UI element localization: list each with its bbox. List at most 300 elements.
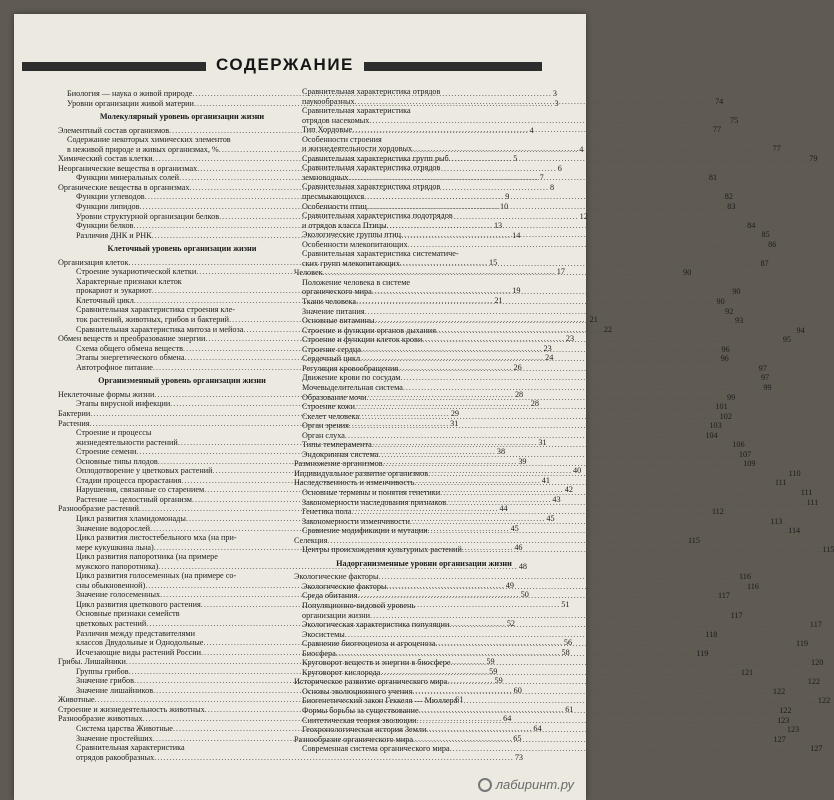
dot-leader (235, 305, 305, 315)
page-number: 97 (761, 373, 770, 383)
page-number: 60 (513, 685, 522, 695)
dot-leader (408, 240, 768, 250)
toc-entry (302, 667, 754, 678)
entry-title: Организация клеток (58, 257, 129, 267)
entry-title: Основные типы плодов (76, 456, 158, 466)
toc-entry (302, 135, 546, 145)
toc-entry (302, 258, 769, 269)
page-number: 65 (513, 733, 522, 743)
entry-title: Человек (294, 268, 323, 278)
toc-entry (302, 182, 546, 192)
page-number (545, 87, 546, 97)
dot-leader (459, 249, 545, 259)
entry-title: Скелет человека (302, 411, 360, 421)
toc-entry (58, 571, 306, 581)
entry-title: Центры происхождения культурных растений (302, 545, 462, 555)
toc-entry (294, 734, 786, 745)
page-number: 46 (514, 542, 523, 552)
toc-entry (58, 428, 306, 438)
entry-title: Положение человека в системе (302, 277, 411, 287)
toc-entry (302, 658, 824, 668)
entry-title: Популяционно-видовой уровень (302, 600, 416, 610)
page-number: 28 (530, 399, 539, 409)
watermark (478, 777, 574, 792)
entry-title: Бактерии (58, 408, 91, 418)
dot-leader (370, 611, 730, 621)
entry-title: Сравнительная характеристика строения кле- (76, 305, 235, 315)
dot-leader (400, 373, 760, 383)
page-number (545, 601, 546, 611)
entry-title: Значение водорослей (76, 523, 151, 533)
page-number: 83 (727, 201, 736, 211)
dot-leader (180, 609, 305, 619)
entry-title: Основы эволюционного учения (302, 686, 413, 696)
section-title: Молекулярный уровень организации жизни (99, 112, 265, 122)
entry-title: Значение простейших (76, 733, 153, 743)
entry-title: Особенности млекопитающих (302, 239, 408, 249)
dot-leader (323, 268, 683, 278)
toc-section-heading (58, 376, 306, 386)
toc-entry (302, 620, 822, 630)
dot-leader (457, 696, 817, 706)
entry-title: отрядов насекомых (302, 115, 370, 125)
entry-title: Функции белков (76, 221, 134, 231)
page-number: 29 (450, 408, 459, 418)
entry-title: Сравнительная характеристика отрядов (302, 163, 441, 173)
page-number: 19 (512, 286, 521, 296)
entry-title: Химический состав клетки (58, 154, 153, 164)
entry-title: Функции липидов (76, 202, 140, 212)
dot-leader (351, 507, 711, 517)
entry-title: Экосистемы (302, 629, 345, 639)
page-number: 59 (489, 666, 498, 676)
dot-leader (195, 629, 305, 639)
toc-entry (302, 163, 546, 173)
page-number: 61 (565, 704, 574, 714)
dot-leader (372, 437, 732, 450)
page-number: 5 (513, 154, 518, 164)
entry-title: Образование мочи (302, 392, 367, 402)
entry-title: жизнедеятельности растений (76, 437, 178, 447)
dot-leader (348, 173, 708, 183)
entry-title: мере кукушкина льна) (76, 542, 154, 552)
page-number: 22 (603, 324, 613, 334)
page-number: 39 (518, 456, 527, 466)
page-number: 119 (696, 648, 709, 658)
book-page (14, 14, 834, 800)
toc-entry (302, 430, 718, 441)
entry-title: Уровни структурной организации белков (76, 211, 220, 221)
page-number: 90 (716, 297, 725, 307)
entry-title: классов Двудольные и Однодольные (76, 638, 204, 648)
toc-entry (302, 392, 736, 403)
entry-title: Закономерности наследования признаков (302, 497, 447, 507)
page-number: 3 (554, 98, 559, 108)
page-number: 82 (724, 192, 733, 202)
entry-title: Индивидуальное развитие организмов (294, 468, 429, 478)
toc-entry (58, 533, 306, 543)
entry-title: Экологические факторы (302, 581, 387, 591)
entry-title: Цикл развития цветкового растения (76, 599, 201, 609)
dot-leader (365, 307, 725, 317)
entry-title: Особенности птиц (302, 201, 367, 211)
entry-title: Регуляция кровообращения (302, 363, 399, 373)
toc-entry (294, 456, 756, 469)
page-number: 123 (786, 725, 800, 735)
toc-entry (302, 542, 834, 555)
toc-entry (302, 125, 722, 135)
page-number: 52 (506, 618, 516, 628)
entry-title: Уровни организации живой материи (67, 98, 194, 108)
toc-entry (302, 686, 786, 697)
toc-entry (58, 305, 306, 315)
page-number: 75 (729, 115, 739, 125)
entry-title: Схема общего обмена веществ (76, 343, 184, 353)
page-number: 111 (800, 487, 813, 497)
page-number: 23 (543, 343, 552, 353)
page-number: 10 (500, 202, 509, 212)
dot-leader (426, 725, 786, 735)
page-number: 84 (747, 220, 756, 230)
page-number: 45 (546, 513, 555, 523)
page-number: 4 (529, 125, 534, 135)
page-number: 117 (730, 610, 743, 620)
watermark-text: лабиринт.ру (495, 777, 574, 792)
entry-title: Значение грибов (76, 676, 134, 686)
dot-leader (447, 677, 807, 687)
entry-title: сны обыкновенной) (76, 580, 146, 590)
page-number: 12 (579, 211, 588, 221)
page-number: 81 (708, 172, 718, 182)
page-number: 110 (788, 468, 801, 478)
entry-title: Неклеточные формы жизни (58, 389, 155, 399)
page-number: 58 (561, 647, 570, 657)
entry-title: Грибы. Лишайники (58, 657, 126, 667)
dot-leader (327, 536, 687, 546)
page-number: 114 (788, 526, 801, 536)
page-number (545, 135, 546, 145)
dot-leader (380, 668, 740, 678)
entry-title: Разнообразие растений (58, 504, 139, 514)
entry-title: Неорганические вещества в организмах (58, 163, 198, 173)
dot-leader (218, 552, 305, 562)
dot-leader (440, 182, 545, 192)
page-number: 43 (552, 494, 561, 504)
page-number: 93 (735, 316, 744, 326)
entry-title: Значение лишайников (76, 685, 154, 695)
page-number: 3 (552, 89, 558, 98)
entry-title: Орган зрения (302, 421, 349, 431)
page-number: 45 (510, 523, 519, 533)
toc-entry (302, 715, 790, 726)
page-number: 101 (715, 402, 728, 412)
entry-title: Оплодотворение у цветковых растений (76, 466, 213, 476)
toc-section-heading (58, 244, 306, 254)
dot-leader (355, 97, 715, 107)
entry-title: Наследственность и изменчивость (294, 478, 415, 488)
entry-title: Исчезающие виды растений России (76, 647, 201, 657)
entry-title: Экологическая характеристика популяции (302, 620, 450, 630)
dot-leader (151, 428, 305, 438)
page-number: 111 (806, 497, 819, 507)
toc-entry (58, 752, 523, 763)
toc-section-heading (302, 559, 546, 569)
page-number: 115 (822, 545, 834, 555)
page-number: 8 (550, 182, 555, 192)
page-number: 73 (514, 752, 523, 762)
page-number: 9 (505, 192, 510, 202)
page-number: 120 (811, 658, 824, 668)
page-number: 90 (683, 268, 692, 278)
dot-leader (367, 202, 727, 212)
entry-title: Характерные признаки клеток (76, 276, 182, 286)
dot-leader (436, 326, 796, 336)
entry-title: Растения (58, 418, 90, 428)
entry-title: Биогенетический закон Геккеля — Мюллера (302, 696, 458, 706)
page-number (545, 249, 546, 259)
entry-title: цветковых растений (76, 618, 147, 628)
entry-title: Нарушения, связанные со старением (76, 485, 205, 495)
entry-title: организации жизни (302, 610, 371, 620)
page-number (545, 278, 546, 288)
dot-leader (453, 211, 545, 221)
page-number: 116 (747, 581, 759, 591)
toc-entry (302, 106, 546, 116)
page-number: 87 (760, 258, 769, 268)
entry-title: Биосфера (302, 648, 336, 658)
toc-entry (302, 629, 718, 640)
entry-title: Различия ДНК и РНК (76, 230, 152, 240)
page-number: 15 (488, 257, 498, 267)
toc-entry (302, 411, 732, 422)
entry-title: Обмен веществ и преобразование энергии (58, 334, 206, 344)
entry-title: Современная система органического мира (302, 744, 450, 754)
toc-entry (302, 230, 770, 240)
entry-title: Орган слуха (302, 430, 345, 440)
entry-title: Сравнительная характеристика митоза и мейоза (76, 324, 244, 334)
entry-title: Строение семени (76, 447, 137, 457)
dot-leader (428, 523, 788, 536)
page-number: 6 (557, 163, 562, 173)
entry-title: земноводных (302, 172, 349, 182)
page-number: 40 (573, 466, 582, 476)
entry-title: Система царства Животные (76, 724, 173, 733)
dot-leader (154, 753, 514, 763)
page-number: 14 (512, 230, 521, 240)
entry-title: Значение голосеменных (76, 590, 161, 600)
dot-leader (387, 221, 747, 231)
dot-leader (410, 278, 545, 288)
page-number: 77 (772, 144, 781, 154)
entry-title: Формы борьбы за существование (302, 706, 419, 715)
entry-title: Автотрофное питание (76, 362, 153, 372)
toc-entry (302, 87, 546, 97)
toc-entry (302, 744, 823, 754)
page-number: 38 (496, 447, 506, 457)
entry-title: Историческое развитие органического мира (294, 677, 448, 687)
entry-title: органического мира (302, 287, 372, 297)
page-number: 97 (758, 363, 767, 373)
entry-title: Типы темперамента (302, 440, 372, 450)
toc-entry (302, 523, 801, 536)
dot-leader (378, 450, 738, 460)
page-number: 103 (709, 421, 722, 431)
entry-title: Круговорот веществ и энергии в биосфере (302, 658, 451, 668)
page-number: 50 (520, 590, 529, 600)
entry-title: Строение и процессы (76, 428, 152, 438)
page-number: 117 (717, 591, 730, 601)
dot-leader (411, 106, 545, 116)
dot-leader (355, 402, 715, 412)
entry-title: Строение и функции органов дыхания (302, 325, 436, 335)
page-number: 31 (450, 418, 459, 428)
dot-leader (451, 658, 811, 668)
page-number: 64 (533, 724, 542, 733)
dot-leader (372, 287, 732, 297)
entry-title: Основные витамины (302, 316, 375, 326)
dot-leader (374, 316, 734, 326)
entry-title: пресмыкающихся (302, 192, 365, 202)
entry-title: и жизнедеятельности хордовых (302, 144, 413, 154)
entry-title: Цикл развития хламидомонады (76, 513, 186, 523)
toc-entry (302, 239, 777, 250)
page-number: 85 (761, 230, 770, 240)
toc-entry (302, 696, 831, 706)
dot-leader (383, 456, 743, 469)
toc-entry (302, 507, 724, 517)
entry-title: Содержание некоторых химических элементов (67, 135, 231, 145)
page-number: 106 (732, 440, 745, 450)
dot-leader (345, 630, 705, 640)
entry-title: Строение сердца (302, 344, 361, 354)
page-number: 104 (705, 430, 718, 440)
entry-title: Группы грибов (76, 666, 129, 676)
toc-entry (302, 601, 546, 611)
entry-title: Сравнительная характеристика групп рыб (302, 153, 449, 163)
entry-title: Синтетическая теория эволюции (302, 715, 417, 725)
page-number: 77 (712, 125, 722, 135)
toc-section-heading (58, 112, 306, 122)
entry-title: Среда обитания (302, 591, 358, 601)
toc-entry (302, 201, 736, 212)
toc-entry (302, 96, 724, 107)
entry-title: Сравнительная характеристика систематиче- (302, 249, 459, 259)
page-number (545, 163, 546, 173)
page-number: 23 (565, 334, 575, 344)
section-title: Организменный уровень организации жизни (98, 376, 266, 386)
toc-entry (302, 278, 546, 288)
entry-title: Разнообразие органического мира (294, 734, 413, 744)
page-number: 122 (807, 677, 821, 687)
dot-leader (369, 116, 729, 126)
toc-entry (58, 277, 306, 287)
entry-title: Функции минеральных солей (76, 173, 180, 183)
page-number: 111 (774, 478, 787, 488)
entry-title: Геохронологическая история Земли (302, 725, 427, 735)
entry-title: Органические вещества в организмах (58, 182, 190, 192)
toc-entry (302, 449, 752, 460)
page-number: 112 (711, 507, 724, 517)
page-number: 96 (720, 354, 729, 364)
toc-entry (294, 535, 700, 546)
toc-entry (302, 402, 728, 412)
dot-leader (440, 488, 800, 498)
toc-entry (302, 220, 756, 231)
dot-leader (428, 469, 788, 479)
dot-leader (366, 393, 726, 403)
page-number (545, 211, 546, 221)
entry-title: Функции углеводов (76, 192, 145, 202)
dot-leader (419, 706, 779, 716)
page-number: 13 (493, 221, 503, 231)
entry-title: Цикл развития папоротника (на примере (76, 552, 218, 562)
entry-title: Экологические группы птиц (302, 230, 401, 240)
entry-title: Сравнительная характеристика (302, 106, 411, 116)
dot-leader (231, 135, 305, 145)
page-number (545, 106, 546, 116)
entry-title: Сердечный цикл (302, 354, 361, 364)
entry-title: Строение и функции клеток крови (302, 335, 423, 345)
dot-leader (401, 230, 761, 240)
entry-title: Строение кожи (302, 402, 355, 412)
page-number: 115 (687, 535, 700, 545)
entry-title: ских групп млекопитающих (302, 258, 400, 268)
toc-entry (302, 418, 722, 431)
page-number: 122 (779, 706, 792, 715)
entry-title: Экологические факторы (294, 572, 379, 582)
toc-entry (302, 172, 718, 183)
entry-title: Генетика пола (302, 507, 352, 517)
dot-leader (440, 163, 545, 173)
entry-title: прокариот и эукариот (76, 286, 152, 296)
toc-entry (58, 552, 306, 562)
dot-leader (436, 639, 796, 649)
toc-entry (58, 135, 306, 145)
entry-title: Движение крови по сосудам (302, 373, 401, 383)
entry-title: Растение — целостный организм (76, 494, 192, 504)
dot-leader (412, 687, 772, 697)
page-number: 41 (541, 475, 550, 485)
dot-leader (185, 743, 305, 753)
dot-leader (449, 620, 809, 630)
page-number: 49 (505, 580, 514, 590)
dot-leader (349, 418, 709, 431)
dot-leader (359, 412, 719, 422)
page-number: 109 (743, 459, 756, 469)
page-heading (22, 54, 562, 76)
dot-leader (378, 572, 738, 582)
dot-leader (382, 135, 545, 145)
dot-leader (386, 582, 746, 592)
entry-title: Строение эукариотической клетки (76, 267, 197, 277)
toc-entry (58, 743, 306, 753)
page-number: 86 (768, 239, 777, 249)
entry-title: Мочевыделительная система (302, 382, 403, 392)
toc-entry (302, 192, 733, 202)
page-number: 4 (579, 144, 584, 154)
toc-entry (302, 581, 759, 592)
entry-title: Основные термины и понятия генетики (302, 487, 441, 497)
dot-leader (357, 591, 717, 601)
dot-leader (422, 335, 782, 345)
entry-title: Этапы энергетического обмена (76, 353, 185, 363)
dot-leader (398, 364, 758, 374)
page-number: 56 (563, 638, 573, 648)
entry-title: ток растений, животных, грибов и бактерий (76, 315, 230, 325)
page-number: 122 (772, 686, 786, 696)
entry-title: Ткани человека (302, 297, 356, 307)
page-number: 99 (763, 382, 772, 392)
